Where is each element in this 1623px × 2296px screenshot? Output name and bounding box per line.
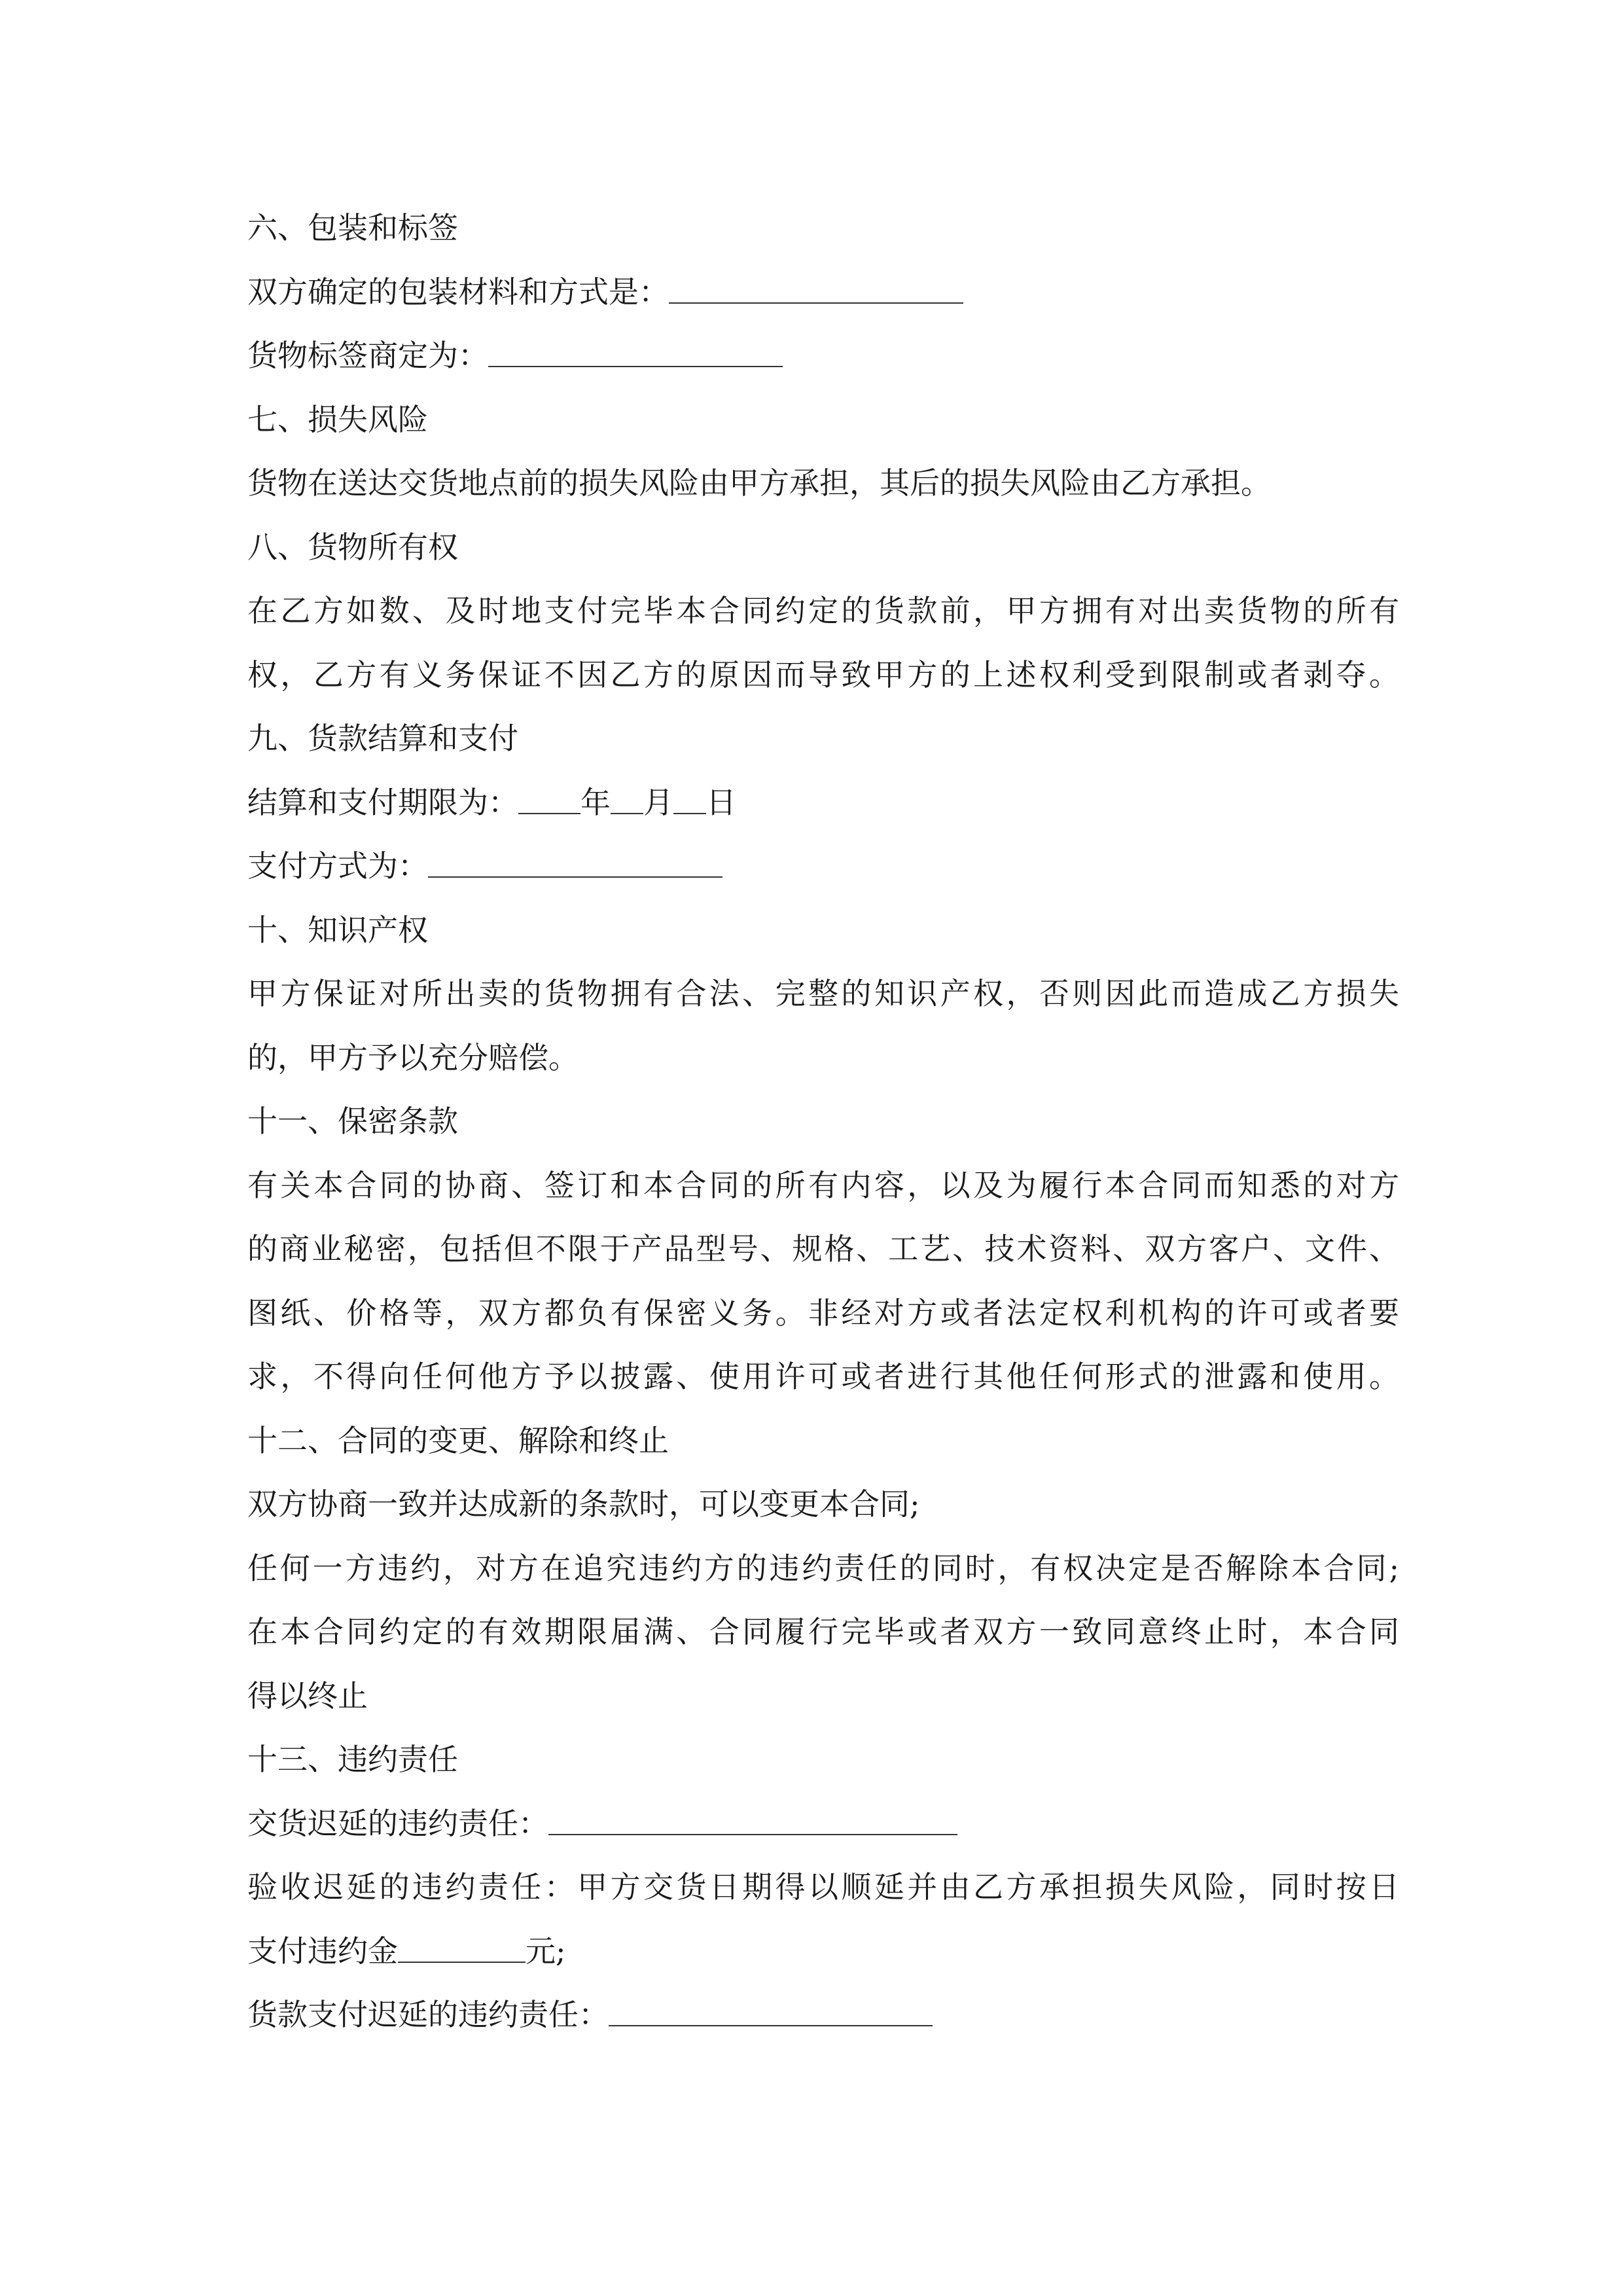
section-10-line-2: 的，甲方予以充分赔偿。	[247, 1039, 579, 1075]
section-10-line-1: 甲方保证对所出卖的货物拥有合法、完整的知识产权，否则因此而造成乙方损失	[247, 976, 1399, 1011]
section-7-text: 货物在送达交货地点前的损失风险由甲方承担，其后的损失风险由乙方承担。	[247, 465, 1271, 501]
section-10-heading: 十、知识产权	[247, 912, 428, 948]
month-unit: 月	[643, 784, 673, 820]
section-11-line-1: 有关本合同的协商、签订和本合同的所有内容，以及为履行本合同而知悉的对方	[247, 1167, 1399, 1203]
packaging-label: 双方确定的包装材料和方式是：	[247, 274, 669, 310]
payment-delay-blank[interactable]	[609, 1996, 933, 2026]
section-9-heading: 九、货款结算和支付	[247, 721, 518, 756]
section-12-heading: 十二、合同的变更、解除和终止	[247, 1422, 669, 1458]
section-6-heading: 六、包装和标签	[247, 210, 458, 245]
goods-label-label: 货物标签商定为：	[247, 338, 488, 373]
penalty-prefix: 支付违约金	[247, 1933, 398, 1969]
payment-delay-row	[247, 1983, 1399, 2047]
section-8-heading: 八、货物所有权	[247, 529, 458, 565]
penalty-amount-blank[interactable]	[398, 1933, 526, 1963]
payment-method-row	[247, 834, 1399, 899]
section-11-heading: 十一、保密条款	[247, 1103, 458, 1139]
year-unit: 年	[580, 784, 611, 820]
packaging-blank[interactable]	[669, 274, 963, 304]
penalty-suffix: 元;	[526, 1933, 566, 1969]
payment-method-blank[interactable]	[428, 848, 722, 878]
payment-delay-label: 货款支付迟延的违约责任：	[247, 1997, 609, 2032]
delivery-delay-blank[interactable]	[548, 1805, 957, 1835]
day-blank[interactable]	[673, 784, 706, 814]
section-12-item-1: 双方协商一致并达成新的条款时，可以变更本合同;	[247, 1486, 920, 1522]
payment-period-label: 结算和支付期限为：	[247, 784, 518, 820]
acceptance-delay-line-2	[247, 1920, 1399, 1984]
acceptance-delay-line-1: 验收迟延的违约责任：甲方交货日期得以顺延并由乙方承担损失风险，同时按日	[247, 1869, 1399, 1905]
section-13-heading: 十三、违约责任	[247, 1742, 458, 1777]
contract-page	[247, 196, 1399, 2047]
month-blank[interactable]	[611, 784, 643, 814]
section-12-item-3-line-1: 在本合同约定的有效期限届满、合同履行完毕或者双方一致同意终止时，本合同	[247, 1614, 1399, 1649]
section-11-line-4: 求，不得向任何他方予以披露、使用许可或者进行其他任何形式的泄露和使用。	[247, 1359, 1399, 1394]
payment-period-row	[247, 771, 1399, 835]
goods-label-row	[247, 324, 1399, 388]
section-8-line-2: 权，乙方有义务保证不因乙方的原因而导致甲方的上述权利受到限制或者剥夺。	[247, 656, 1399, 692]
goods-label-blank[interactable]	[488, 337, 783, 367]
section-11-line-3: 图纸、价格等，双方都负有保密义务。非经对方或者法定权利机构的许可或者要	[247, 1295, 1399, 1331]
delivery-delay-row	[247, 1792, 1399, 1856]
section-7-heading: 七、损失风险	[247, 401, 428, 437]
year-blank[interactable]	[518, 784, 580, 814]
section-12-item-3-line-2: 得以终止	[247, 1677, 368, 1713]
day-unit: 日	[706, 784, 736, 820]
section-11-line-2: 的商业秘密，包括但不限于产品型号、规格、工艺、技术资料、双方客户、文件、	[247, 1231, 1399, 1266]
delivery-delay-label: 交货迟延的违约责任：	[247, 1805, 548, 1841]
payment-method-label: 支付方式为：	[247, 848, 428, 884]
packaging-row	[247, 260, 1399, 325]
section-12-item-2: 任何一方违约，对方在追究违约方的违约责任的同时，有权决定是否解除本合同;	[247, 1550, 1399, 1586]
section-8-line-1: 在乙方如数、及时地支付完毕本合同约定的货款前，甲方拥有对出卖货物的所有	[247, 593, 1399, 628]
